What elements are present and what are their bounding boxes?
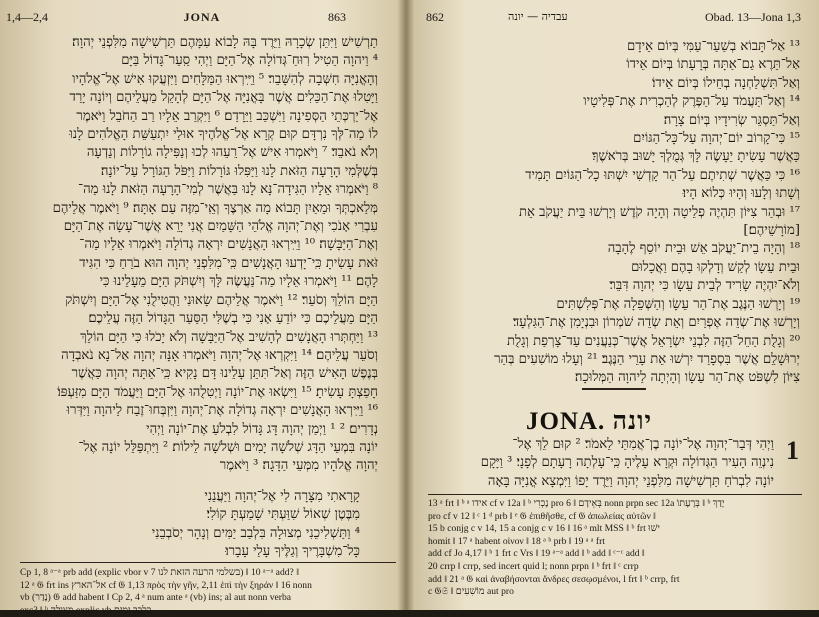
right-critical-apparatus — [428, 498, 802, 599]
text-line: ⁸ וַיֹּאמְרוּ אֵלָיו הַגִּידָה־נָּא לָנוּ בַּאֲשֶׁר לְמִי־הָרָעָה הַזֹּאת לָנוּ מַה־ — [78, 182, 378, 198]
right-running-title: עבדיה — יונה — [508, 10, 568, 23]
text-line: וְיָרְשׁוּ אֶת־שְׂדֵה אֶפְרַיִם וְאֵת שְׂדֵה שֹׁמְרוֹן וּבִנְיָמִן אֶת־הַגִּלְעָד׃ — [512, 315, 800, 331]
apparatus-line: Cp 1, 8 ᵃ⁻ᵃ prb add (explic vbor v 7 בשלמי הרעה הזאת לנו) ‖ 10 ᵃ⁻ᵃ add? ‖ — [20, 567, 299, 578]
text-line: מְּלַאכְתְּךָ וּמֵאַיִן תָּבוֹא מָה אַרְצֶךָ וְאֵֽי־מִזֶּה עַם אָתָּה׃ ⁹ וַיֹּאמֶר אֲלֵיהֶם — [52, 200, 378, 216]
jona-opening-text — [428, 436, 774, 491]
text-line: בְּשֶׁלְּמִי הָרָעָה הַזֹּאת לָנוּ וַיַּפִּלוּ גּוֹרָלוֹת וַיִּפֹּל הַגּוֹרָל עַל־יוֹנָה׃ — [100, 163, 378, 179]
apparatus-line: exc? ‖ ᵇ מצולה explic vb בלבב ימים — [20, 604, 152, 616]
text-line: ¹⁹ וְיָרְשׁוּ הַנֶּגֶב אֶת־הַר עֵשָׂו וְהַשְּׁפֵלָה אֶת־פְּלִשְׁתִּים — [556, 296, 800, 312]
text-line: הַיָּם מֵעֲלֵיכֶם כִּי יוֹדֵעַ אָנִי כִּי בְשֶׁלִּי הַסַּעַר הַגָּדוֹל הַזֶּה עֲלֵיכֶם׃ — [88, 311, 378, 327]
left-chapter-verse-range: 1,4—2,4 — [6, 10, 48, 24]
left-page-header — [0, 10, 404, 26]
text-line: וְלֹא נֹאבֵד׃ ⁷ וַיֹּאמְרוּ אִישׁ אֶל־רֵעֵהוּ לְכוּ וְנַפִּילָה גוֹרָלוֹת וְנֵדְעָה — [86, 145, 378, 161]
text-line: לוֹ מַה־לְּךָ נִרְדָּם קוּם קְרָא אֶל־אֱלֹהֶיךָ אוּלַי יִתְעַשֵּׁת הָאֱלֹהִים לָנוּ — [69, 127, 378, 143]
text-line: ⁴ וַיהוָה הֵטִיל רֽוּחַ־גְּדוֹלָה אֶל־הַיָּם וַיְהִי סַֽעַר־גָּדוֹל בַּיָּם — [121, 53, 378, 69]
apparatus-line: pro cf v 12 ‖ ᶜ 1 ᵈ prb ‖ ᵉ 𝔊 ἐπιθῆσθε, cf 𝔊 ἀπωλείας αὐτῶν ‖ — [428, 510, 656, 522]
left-page-number: 863 — [328, 10, 346, 24]
section-divider — [582, 388, 646, 390]
apparatus-line: 12 ᵃ 𝔊 frt ins אל־הארץ cf 𝔊 1,13 πρὸς τὴν γῆν, 2,11 ἐπὶ τὴν ξηράν ‖ 16 nonn — [20, 579, 312, 591]
text-line: וַיְהִי דְּבַר־יְהוָה אֶל־יוֹנָה בֶן־אֲמִתַּי לֵאמֹר׃ ² קוּם לֵךְ אֶל־ — [512, 437, 774, 452]
left-page — [0, 0, 404, 616]
apparatus-line: add ‖ 21 ᵃ 𝔊 καὶ ἀναβήσονται ἄνδρες σεσῳσμένοι, l frt ‖ ᵇ crrp, frt — [428, 573, 680, 585]
left-apparatus-rule — [20, 562, 396, 563]
apparatus-line: add cf Jo 4,17 ‖ ᵇ 1 frt c Vrs ‖ 19 ᵃ⁻ᵃ add ‖ ᵇ add ‖ ᶜ⁻ᶜ add ‖ — [428, 548, 645, 560]
text-line: נְדָרִים׃ ² ¹ וַיְמַן יְהוָה דָּג גָּדוֹל לִבְלֹעַ אֶת־יוֹנָה וַיְהִי — [146, 421, 378, 437]
left-poem-text — [40, 488, 360, 562]
text-line: אַל־תֵּרֶא גַם־אַתָּה בְּרָעָתוֹ בְּיוֹם אֵידוֹ — [626, 57, 800, 73]
poem-line: מִבֶּטֶן שְׁאוֹל שִׁוַּעְתִּי שָׁמַעְתָּ קוֹלִי׃ — [206, 507, 360, 523]
chapter-number: 1 — [786, 436, 799, 465]
left-critical-apparatus — [20, 567, 396, 617]
poem-line: ⁴ וַתַּשְׁלִיכֵנִי מְצוּלָה בִּלְבַב יַמִּים וְנָהָר יְסֹבְבֵנִי — [151, 525, 360, 541]
text-line: וְשָׁתוּ וְלָעוּ וְהָיוּ כְּלוֹא הָיוּ׃ — [682, 186, 800, 202]
apparatus-line: homit ‖ 17 ᵃ habent οἰνον ‖ 18 ᵃ ᵇ prb ‖ 19 ᵃ ᵃ frt — [428, 535, 605, 547]
right-apparatus-rule — [428, 494, 802, 495]
text-line: יְרוּשָׁלִַם אֲשֶׁר בִּסְפָרַד יִרְשׁוּ אֵת עָרֵי הַנֶּגֶב׃ ²¹ וְעָלוּ מוֹשִׁעִים בְּהַר — [494, 351, 800, 367]
right-page-header — [414, 10, 819, 26]
text-line: אֶל־יַרְכְּתֵי הַסְּפִינָה וַיִּשְׁכַּב וַיֵּרָדַם׃ ⁶ וַיִּקְרַב אֵלָיו רַב הַחֹבֵל וַיֹּאמֶר — [76, 108, 378, 124]
right-page-number: 862 — [426, 10, 444, 24]
text-line: ¹⁴ וְאַל־תַּעֲמֹד עַל־הַפֶּרֶק לְהַכְרִית אֶת־פְּלִיטָיו — [583, 94, 800, 110]
text-line: ¹³ וַיַּחְתְּרוּ הָאֲנָשִׁים לְהָשִׁיב אֶל־הַיַּבָּשָׁה וְלֹא יָכֹלוּ כִּי הַיָּם הוֹלֵךְ — [80, 329, 378, 345]
text-line: ¹⁶ וַיִּֽירְאוּ הָאֲנָשִׁים יִרְאָה גְדוֹלָה אֶת־יְהוָה וַיִּזְבְּחוּ־זֶבַח לַיהוָה וַיִּדְּרוּ — [66, 403, 378, 419]
text-line: [מוֹרָשֵׁיהֶם׃] — [743, 223, 800, 239]
text-line: נִינְוֵה הָעִיר הַגְּדוֹלָה וּקְרָא עָלֶיהָ כִּֽי־עָלְתָה רָעָתָם לְפָנָי׃ ³ וַיָּקָם — [480, 455, 774, 471]
text-line: בְּנֶפֶשׁ הָאִישׁ הַזֶּה וְאַל־תִּתֵּן עָלֵינוּ דָּם נָקִיא כִּֽי־אַתָּה יְהוָה כַּאֲשֶׁר — [71, 366, 378, 382]
right-main-text — [428, 38, 800, 388]
poem-line: קָרָאתִי מִצָּרָה לִי אֶל־יְהוָה וַיַּעֲנֵנִי — [204, 489, 360, 504]
text-line: יוֹנָה בִּמְעֵי הַדָּג שְׁלֹשָׁה יָמִים וּשְׁלֹשָׁה לֵילוֹת׃ ² וַיִּתְפַּלֵּל יוֹנָה אֶל־ — [78, 439, 378, 455]
apparatus-line: c 𝔊𝔖 ‖ מוֹשִׁעִים aut pro — [428, 586, 514, 598]
text-line: וְאֶת־הַיַּבָּשָׁה׃ ¹⁰ וַיִּֽירְאוּ הָאֲנָשִׁים יִרְאָה גְדוֹלָה וַיֹּאמְרוּ אֵלָיו מַה־ — [79, 237, 378, 253]
text-line: יוֹנָה לִבְרֹחַ תַּרְשִׁישָׁה מִלִּפְנֵי יְהוָה וַיֵּרֶד יָפוֹ וַיִּמְצָא אֳנִיָּה בָּאָה — [487, 473, 774, 489]
text-line: ¹³ אַל־תָּבוֹא בְשַׁעַר־עַמִּי בְּיוֹם אֵידָם — [627, 39, 800, 54]
text-line: וְלֹא־יִהְיֶה שָׂרִיד לְבֵית עֵשָׂו כִּי יְהוָה דִּבֵּר׃ — [609, 278, 800, 294]
text-line: וַיָּטִלוּ אֶת־הַכֵּלִים אֲשֶׁר בָּאֳנִיָּה אֶל־הַיָּם לְהָקֵל מֵעֲלֵיהֶם וְיוֹנָה יָרַד — [69, 90, 378, 106]
text-line: עִבְרִי אָנֹכִי וְאֶת־יְהוָה אֱלֹהֵי הַשָּׁמַיִם אֲנִי יָרֵא אֲשֶׁר־עָשָׂה אֶת־הַיָּם — [63, 219, 378, 235]
text-line: וּבֵית עֵשָׂו לְקַשׁ וְדָלְקוּ בָהֶם וַאֲכָלוּם — [631, 259, 800, 275]
text-line: יְהוָה אֱלֹהָיו מִמְּעֵי הַדָּגָה׃ ³ וַיֹּאמֶר — [219, 458, 378, 474]
text-line: ¹⁶ כִּי כַּאֲשֶׁר שְׁתִיתֶם עַל־הַר קָדְשִׁי יִשְׁתּוּ כָל־הַגּוֹיִם תָּמִיד — [525, 167, 800, 183]
text-line: ¹⁸ וְהָיָה בֵית־יַעֲקֹב אֵשׁ וּבֵית יוֹסֵף לֶהָבָה — [607, 241, 800, 257]
apparatus-line: 20 crrp ‖ crrp, sed incert quid l; nonn prpn ‖ ᵇ frt ‖ ᶜ crrp — [428, 560, 639, 572]
text-line: תַרְשִׁישׁ וַיִּתֵּן שְׂכָרָהּ וַיֵּרֶד בָּהּ לָבוֹא עִמָּהֶם תַּרְשִׁישָׁה מִלִּפְנֵי יְהוָה׃ — [72, 35, 378, 50]
text-line: וְאַל־תִּשְׁלַחְנָה בְחֵילוֹ בְּיוֹם אֵידוֹ׃ — [652, 75, 800, 91]
book-title-jona: JONA. יונה — [526, 408, 653, 435]
apparatus-line: vb (נָדַר) 𝔊 add habent ‖ Cp 2, 4 ᵃ num ante ᵃ (vb) ins; al aut nonn verba — [20, 592, 291, 604]
text-line: ¹⁷ וּבְהַר צִיּוֹן תִּהְיֶה פְלֵיטָה וְהָיָה קֹדֶשׁ וְיָרְשׁוּ בֵּית יַעֲקֹב אֵת — [518, 204, 800, 220]
text-line: לָהֶם׃ ¹¹ וַיֹּאמְרוּ אֵלָיו מַה־נַּעֲשֶׂה לָּךְ וְיִשְׁתֹּק הַיָּם מֵעָלֵינוּ כִּי — [99, 274, 378, 290]
poem-line: כָּל־מִשְׁבָּרֶיךָ וְגַלֶּיךָ עָלַי עָבָרוּ׃ — [225, 544, 360, 560]
text-line: זֹּאת עָשִׂיתָ כִּֽי־יָדְעוּ הָאֲנָשִׁים כִּֽי־מִלִּפְנֵי יְהוָה הוּא בֹרֵחַ כִּי הִגִּיד — [79, 255, 378, 271]
text-line: צִיּוֹן לִשְׁפֹּט אֶת־הַר עֵשָׂו וְהָיְתָה לַיהוָה הַמְּלוּכָה׃ — [574, 370, 800, 386]
text-line: חָפַצְתָּ עָשִׂיתָ׃ ¹⁵ וַיִּשְׂאוּ אֶת־יוֹנָה וַיְטִלֻהוּ אֶל־הַיָּם וַיַּעֲמֹד הַיָּם מִזַּעְפּוֹ׃ — [57, 384, 378, 400]
apparatus-line: 15 b conjg c v 14, 15 a conjg c v 16 ‖ 16 ᵃ mlt MSS ‖ ᵇ frt ישׁוּ — [428, 523, 660, 535]
text-line: הַיָּם הוֹלֵךְ וְסֹעֵר׃ ¹² וַיֹּאמֶר אֲלֵיהֶם שָׂאוּנִי וַהֲטִילֻנִי אֶל־הַיָּם וְיִשְׁתֹּק — [65, 292, 378, 308]
left-running-title: JONA — [183, 10, 221, 24]
left-main-text — [24, 34, 378, 476]
right-page — [414, 0, 819, 610]
text-line: וְהָאֳנִיָּה חִשְּׁבָה לְהִשָּׁבֵר׃ ⁵ וַיִּֽירְאוּ הַמַּלָּחִים וַיִּזְעֲקוּ אִישׁ אֶל־אֱלֹהָיו — [72, 71, 378, 87]
text-line: כַּאֲשֶׁר עָשִׂיתָ יֵעָשֶׂה לָּךְ גְּמֻלְךָ יָשׁוּב בְּרֹאשֶׁךָ׃ — [591, 149, 800, 165]
text-line: וְסֹעֵר עֲלֵיהֶם׃ ¹⁴ וַיִּקְרְאוּ אֶל־יְהוָה וַיֹּאמְרוּ אָנָּה יְהוָה אַל־נָא נֹאבְדָה — [61, 347, 378, 363]
text-line: ¹⁵ כִּי־קָרוֹב יוֹם־יְהוָה עַל־כָּל־הַגּוֹיִם — [633, 131, 800, 147]
apparatus-line: 13 ᵃ frt ‖ ᵇ ᵃ אידו cf v 12a ‖ ᵇ נָכְרִי pro בְּאֵידָם ‖ 6 nonn prpn sec 12a בְּרָעָתוֹ ‖ ᵇ יָדַךְ — [428, 498, 725, 509]
text-line: וְאַל־תַּסְגֵּר שְׂרִידָיו בְּיוֹם צָרָה׃ — [663, 112, 800, 128]
right-chapter-verse-range: Obad. 13—Jona 1,3 — [705, 10, 801, 24]
text-line: ²⁰ וְגָלֻת הַחֵל־הַזֶּה לִבְנֵי יִשְׂרָאֵל אֲשֶׁר־כְּנַעֲנִים עַד־צָרְפַת וְגָלֻת — [506, 333, 800, 349]
